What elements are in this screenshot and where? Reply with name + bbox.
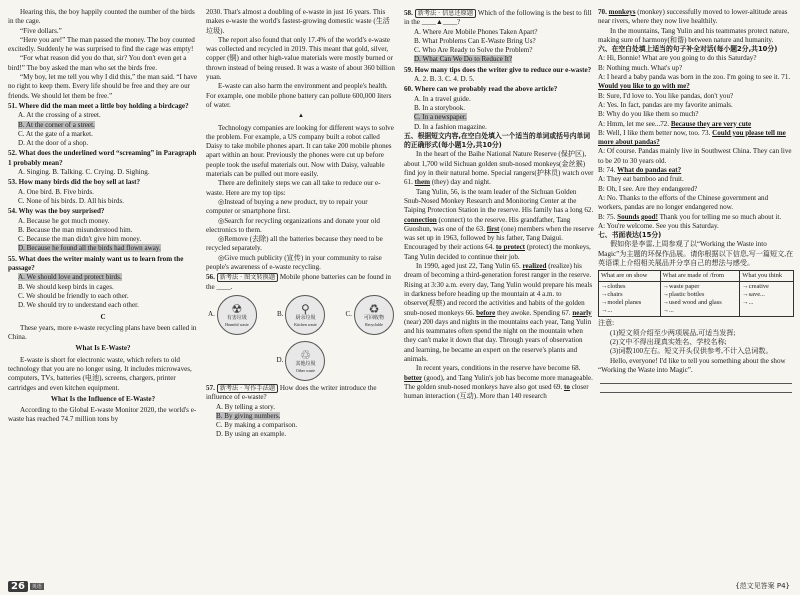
answer-65[interactable]: realized [522, 262, 547, 271]
question-55: 55. What does the writer mainly want us to learn from the passage? [8, 254, 184, 273]
dialog-line: A: You're welcome. See you this Saturday. [598, 221, 719, 230]
note-title: 注意: [598, 319, 615, 328]
text: (connect) to the reserve. His grandfather, Tang Guoshun, was one of the 63. [404, 215, 571, 233]
passage-paragraph: E-waste is short for electronic waste, which refers to old technology that you are no longer using. It includes microwaves, computers, TVs, batteries (电池), screens, chargers, printer cartridges and even kitchen equipment. [8, 355, 192, 392]
dialog-line: B: Oh, I see. Are they endangered? [598, 184, 698, 193]
bin-label-en: Recyclable [365, 321, 383, 327]
tip-item: ◎Remove (去除) all the batteries because they need to be recycled separately. [206, 235, 383, 253]
question-number: 58. [404, 9, 413, 17]
text: (good), and Tang Yulin's job has become more manageable. The golden snub-nosed monkeys have also got used 69. [404, 373, 593, 391]
bin-option-b[interactable] [277, 295, 326, 335]
passage-paragraph [404, 364, 594, 401]
question-text: Which of the following is the best to fill in the ____▲____? [404, 9, 592, 27]
answer-75[interactable]: Sounds good! [617, 212, 658, 221]
dialog-line [598, 166, 794, 175]
option[interactable]: C. By making a comparison. [216, 421, 298, 430]
question-type-tag: 新考法 · 写作手法题 [217, 384, 278, 393]
bin-label-cn: 其他垃圾 [295, 361, 316, 367]
column-1 [8, 8, 198, 425]
bin-label-cn: 有害垃圾 [226, 315, 247, 321]
text: A: I heard a baby panda was born in the zoo. I'm going to see it. 71. [598, 73, 791, 82]
passage-paragraph [404, 262, 594, 364]
passage-paragraph: The report also found that only 17.4% of the world's e-waste was collected and recycled in 2019. This meant that gold, silver, copper (铜) and other high-value materials were mostly burned or thrown instead of being reused. It was a waste of about 360 billion yuan. [206, 35, 395, 82]
writing-line[interactable] [600, 384, 792, 393]
bin-option-d[interactable] [277, 341, 326, 381]
text: B: Well, I like them better now, too. 73. [598, 128, 711, 137]
option-letter: C. [345, 310, 352, 319]
section-seven-heading: 七、书面表达(15分) [598, 231, 662, 240]
answer-61[interactable]: them [414, 178, 431, 187]
answer-73[interactable]: Could you please tell me more about pandas? [598, 128, 786, 147]
option[interactable]: A. Where Are Mobile Phones Taken Apart? [414, 27, 538, 36]
dialog-line [598, 120, 794, 129]
text: 70. [598, 8, 607, 16]
selected-option[interactable]: D. What Can We Do to Reduce It? [414, 55, 513, 64]
question-number: 57. [206, 383, 215, 392]
tip-item: ◎Give much publicity (宣传) in your community to raise people's awareness of e-waste recycling. [206, 253, 382, 272]
section-five-heading: 五、根据短文内容,在空白处填入一个适当的单词或括号内单词的正确形式(每小题1分,共10分) [404, 131, 591, 150]
passage-paragraph: These years, more e-waste recycling plans have been called in China. [8, 323, 197, 342]
option[interactable]: C. We should be friendly to each other. [18, 291, 129, 300]
table-header: What are on show [599, 271, 661, 282]
answer-reference: {范文见答案 P4} [735, 582, 790, 590]
dialog-line: A: They eat bamboo and fruit. [598, 175, 684, 184]
question-text: How does the writer introduce the influence of e-waste? [206, 383, 377, 402]
text: B: 74. [598, 166, 616, 175]
option-row[interactable]: A. 2. B. 3. C. 4. D. 5. [414, 75, 475, 84]
dialog-line: A: Of course. Pandas mainly live in Southwest China. They can live to be 20 to 30 years old. [598, 147, 792, 165]
text: In 1990, aged just 22, Tang Yulin 65. [416, 262, 521, 271]
dialog-line [598, 73, 794, 92]
table-header: What are made of /from [660, 271, 740, 282]
answer-71[interactable]: Would you like to go with me? [598, 82, 690, 91]
selected-option[interactable]: B. At the corner of a street. [18, 120, 95, 129]
option-letter: B. [276, 310, 284, 319]
option[interactable]: D. In a fashion magazine. [414, 122, 487, 131]
question-60: 60. Where can we probably read the above article? [404, 85, 558, 94]
passage-paragraph: “For what reason did you do that, sir? You don't even get a bird!” The boy asked the man who set the birds free. [8, 54, 187, 72]
bin-option-a[interactable] [208, 295, 257, 335]
text: In the heart of the Baihe National Nature Reserve (保护区), about 1,700 wild Sichuan golden snub-nosed monkeys(金丝猴) find joy in their natural home. Special rangers(护林员) watch over 61. [404, 150, 594, 187]
option[interactable]: B. In a storybook. [414, 103, 466, 112]
tip-item: ◎Search for recycling organizations and donate your old electronics to them. [206, 216, 380, 234]
question-51: 51. Where did the man meet a little boy holding a birdcage? [8, 101, 189, 110]
dialog-line: B: Nothing much. What's up? [598, 63, 683, 72]
bin-label-cn: 厨余垃圾 [295, 315, 316, 321]
text: Thank you for telling me so much about it. [659, 212, 782, 221]
text: A: Hmm, let me see...72. [598, 119, 670, 128]
option-letter: A. [208, 310, 215, 319]
answer-69[interactable]: to [563, 382, 570, 391]
answer-64[interactable]: to protect [495, 243, 526, 252]
option[interactable]: A. At the crossing of a street. [18, 111, 101, 120]
writing-prompt: 假如你是李雷,上周参观了以“Working the Waste into Magic”为主题的环保作品展。请你根据以下信息,写一篇短文,在英语课上介绍相关展品并分享自己的想法与感受。 [598, 240, 794, 268]
text: closer human interaction (互动). More than 140 research [404, 382, 589, 401]
question-59: 59. How many tips does the writer give to reduce our e-waste? [404, 65, 592, 74]
passage-paragraph: “Five dollars.” [20, 26, 62, 35]
selected-option[interactable]: B. By giving numbers. [216, 411, 281, 420]
passage-paragraph: According to the Global E-waste Monitor 2020, the world's e-waste has reached 74.7 million tons by [8, 406, 197, 424]
text: (one) members when the reserve was set up in 1963, followed by his father, Tang Daigui. Encouraged by their actions 64. [404, 224, 594, 252]
recyclable-icon [354, 295, 394, 335]
bin-label-en: Kitchen waste [294, 321, 317, 327]
dialog-line: B: Sure, I'd love to. You like pandas, don't you? [598, 91, 734, 100]
option-letter: D. [276, 356, 284, 365]
question-52: 52. What does the underlined word “screaming” in Paragraph 1 probably mean? [8, 149, 197, 167]
passage-paragraph [404, 150, 594, 187]
essay-start: Hello, everyone! I'd like to tell you something about the show “Working the Waste into Magic”. [598, 356, 786, 374]
table-cell: →clothes →chairs →model planes →... [599, 282, 661, 317]
answer-74[interactable]: What do pandas eat? [617, 166, 682, 175]
passage-heading: What Is E-Waste? [75, 344, 131, 353]
harmful-waste-icon [217, 295, 257, 335]
table-header-row [599, 271, 794, 282]
note-item: (2)文中不得出现真实姓名、学校名称; [610, 337, 727, 346]
symbol: ♻ [368, 301, 380, 316]
option[interactable]: C. At the gate of a market. [18, 129, 93, 138]
passage-paragraph: E-waste can also harm the environment and people's health. For example, one mobile phone battery can pollute 600,000 liters of water. [206, 82, 392, 109]
dialog-line: A: No. Thanks to the efforts of the Chinese government and workers, pandas are no longer endangered now. [598, 193, 769, 212]
option[interactable]: D. By using an example. [216, 430, 287, 439]
dialog-line [598, 129, 794, 148]
answer-72[interactable]: Because they are very cute [670, 119, 752, 128]
column-3 [404, 8, 594, 401]
selected-option[interactable]: A. We should love and protect birds. [18, 273, 122, 282]
text: (protect) the monkeys, Tang Yulin decided to continue their job. [404, 243, 591, 261]
text: (near) 200 days and nights in the mountains each year, Tang Yulin and his teammates often spend the night on the mountain when they can't make it down that day. Through years of observation and learning, he became an expert on the reserve's plants and animals. [404, 317, 592, 363]
answer-67[interactable]: nearly [572, 308, 592, 317]
option[interactable]: C. Who Are Ready to Solve the Problem? [414, 46, 533, 55]
question-type-tag: 新考法 · 信息还原题 [415, 9, 476, 18]
bin-label-cn: 可回收物 [363, 315, 384, 321]
column-4 [598, 8, 794, 393]
passage-paragraph: 2030. That's almost a doubling of e-waste in just 16 years. This makes e-waste the world's fastest-growing domestic waste (生活垃圾). [206, 8, 390, 35]
symbol: ⚲ [301, 301, 310, 316]
table-cell: →creative →save... →... [740, 282, 794, 317]
answer-62[interactable]: connection [404, 215, 437, 224]
passage-heading: What Is the Influence of E-Waste? [50, 394, 156, 403]
dialog-line [598, 213, 794, 222]
question-54: 54. Why was the boy surprised? [8, 207, 105, 216]
option[interactable]: A. In a travel guide. [414, 94, 471, 103]
option[interactable]: C. Because the man didn't give him money. [18, 235, 142, 244]
passage-paragraph: Hearing this, the boy happily counted the number of the birds in the cage. [8, 8, 195, 26]
table-row [599, 282, 794, 317]
option-row[interactable]: A. One bird. B. Five birds. [18, 187, 94, 196]
question-53: 53. How many birds did the boy sell at last? [8, 178, 141, 187]
text: (they) day and night. [431, 178, 491, 187]
text: B: 75. [598, 212, 616, 221]
text: they awoke. Spending 67. [497, 308, 571, 317]
passage-paragraph: There are definitely steps we can all take to reduce our e-waste. Here are my top tips: [206, 179, 381, 197]
text: (realize) his dream of becoming a third-generation forest ranger in the reserve. Rising at 3:30 a.m. every day, Tang Yulin would prepare his meals in darkness before heading up the mountain at 4 a.m. to observe(观察) and record the activities and habits of the golden snub-nosed monkeys 66. [404, 262, 593, 317]
question-number: 56. [206, 273, 215, 282]
kitchen-waste-icon [285, 295, 325, 335]
writing-line[interactable] [600, 375, 792, 384]
passage-paragraph [404, 188, 594, 262]
question-type-tag: 新考法 · 图文转换题 [217, 273, 278, 282]
selected-option[interactable]: C. In a newspaper. [414, 113, 467, 122]
answer-68[interactable]: better [404, 373, 423, 382]
option[interactable]: D. At the door of a shop. [18, 139, 89, 148]
passage-paragraph [598, 8, 794, 27]
bin-option-c[interactable] [345, 295, 394, 335]
question-text: Mobile phone batteries can be found in the ____. [206, 273, 391, 291]
option[interactable]: A. By telling a story. [216, 402, 276, 411]
option-row[interactable]: C. None of his birds. D. All his birds. [18, 196, 125, 205]
passage-paragraph: “Here you are!” The man passed the money. The boy counted excitedly. Suddenly he was surprised to find the cage was empty! [8, 35, 195, 54]
symbol: ☢ [231, 301, 243, 316]
note-item: (1)短文须介绍至少两项展品,可适当发挥; [610, 328, 736, 337]
question-56 [206, 273, 396, 292]
answer-66[interactable]: before [476, 308, 496, 317]
option[interactable]: A. Because he got much money. [18, 216, 110, 225]
recycling-bin-options [206, 295, 396, 381]
symbol: ♲ [300, 347, 311, 362]
answer-63[interactable]: first [486, 224, 500, 233]
option[interactable]: D. We should try to understand each other. [18, 301, 139, 310]
other-waste-icon [285, 341, 325, 381]
dialog-line: A: Yes. In fact, pandas are my favorite animals. [598, 100, 733, 109]
bin-label-en: Other waste [295, 367, 316, 373]
option-row[interactable]: A. Singing. B. Talking. C. Crying. D. Sighing. [18, 168, 150, 177]
selected-option[interactable]: D. Because he found all the birds had flown away. [18, 244, 161, 253]
footer-label: 英语 [31, 584, 42, 590]
passage-paragraph: “My boy, let me tell you why I did this,” the man said. “I have no right to keep them. Every life should be free and they are our friends. We should let them be free.” [8, 73, 198, 100]
section-six-heading: 六、在空白处填上适当的句子补全对话(每小题2分,共10分) [598, 45, 778, 54]
option[interactable]: B. We should keep birds in cages. [18, 282, 114, 291]
question-57 [206, 384, 396, 403]
question-58 [404, 9, 594, 28]
passage-paragraph: Technology companies are looking for different ways to solve the problem. For example, a US company built a robot called Daisy to take mobile phones apart. It can take 200 mobile phones apart within an hour. Previously the phones were cut up before people took the useful materials out. Now with Daisy, valuable materials can be pulled out more easily. [206, 123, 394, 179]
answer-70[interactable]: monkeys [608, 8, 636, 16]
blank-marker: ▲ [298, 113, 304, 120]
note-item: (3)词数100左右。短文开头仅供参考,不计入总词数。 [610, 347, 773, 356]
bin-label-en: Harmful waste [225, 321, 249, 327]
dialog-line: A: Hi, Bonnie! What are you going to do this Saturday? [598, 54, 757, 63]
option[interactable]: B. Because the man misunderstood him. [18, 225, 133, 234]
dialog-line: B: Why do you like them so much? [598, 110, 699, 119]
table-cell: →waste paper →plastic bottles →used wood and glass →... [660, 282, 740, 317]
text: Tang Yulin, 56, is the team leader of the Sichuan Golden Snub-Nosed Monkey Research and Monitoring Center at the Taiping Protection Station in the reserve. His family has a long 62. [404, 187, 594, 215]
page-number: 26 [8, 581, 28, 592]
text: In recent years, conditions in the reserve have become 68. [416, 364, 581, 373]
section-letter: C [100, 312, 106, 321]
text: (monkey) successfully moved to lower-altitude areas near rivers, where they now live healthily. [598, 8, 788, 26]
tip-item: ◎Instead of buying a new product, try to repair your computer or smartphone first. [206, 197, 368, 216]
writing-info-table [598, 270, 794, 317]
page-number-badge [8, 581, 44, 592]
option[interactable]: B. What Problems Can E-Waste Bring Us? [414, 36, 536, 45]
column-2 [206, 8, 396, 440]
table-header: What you think [740, 271, 794, 282]
passage-paragraph: In the mountains, Tang Yulin and his teammates protect nature, making sure of harmony(和谐) between nature and humanity. [598, 26, 789, 44]
